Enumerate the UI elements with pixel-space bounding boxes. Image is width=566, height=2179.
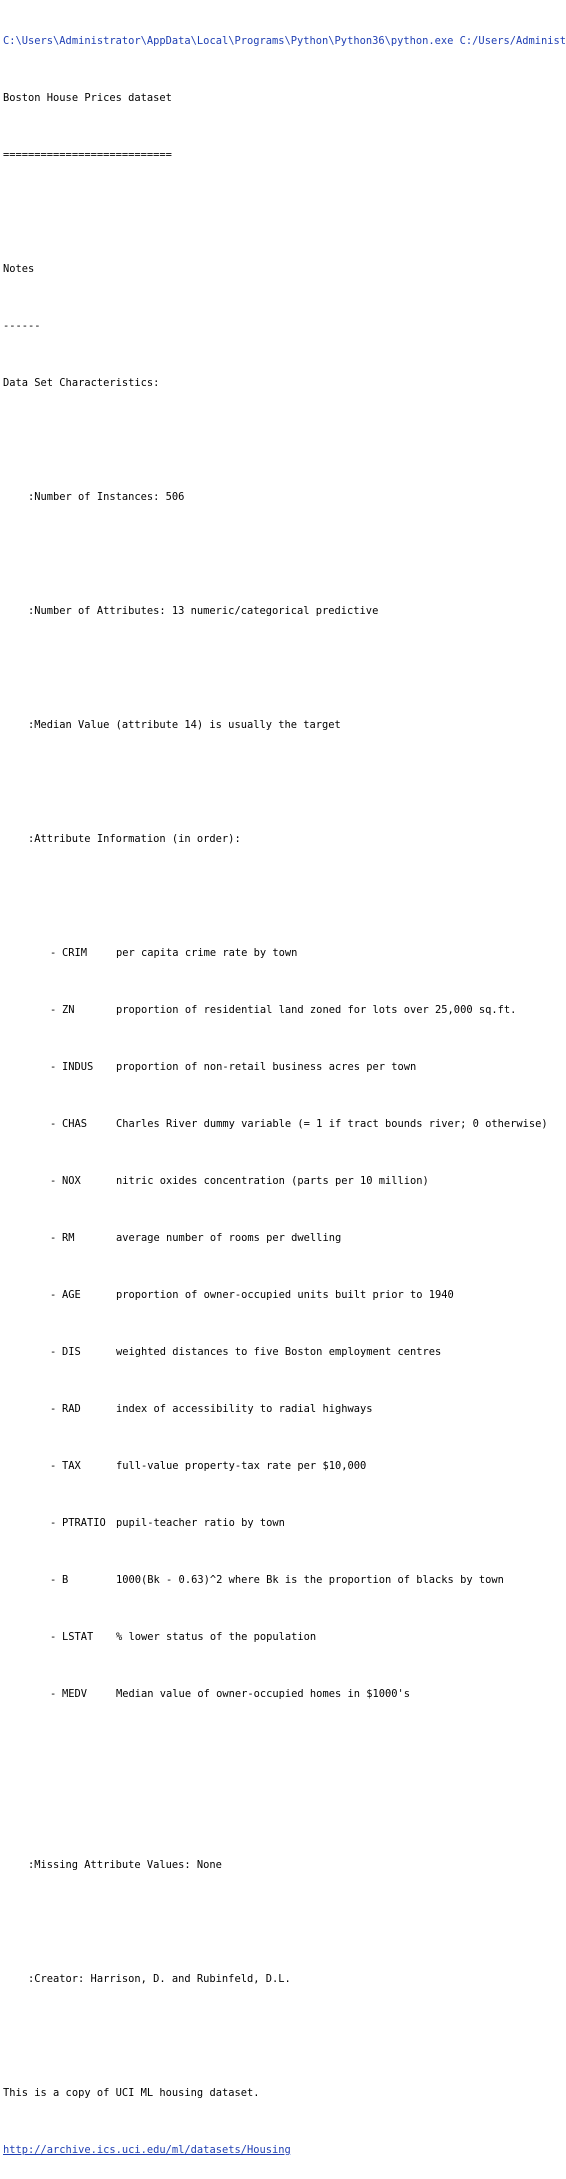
- attribute-description: average number of rooms per dwelling: [116, 1232, 342, 1244]
- attribute-description: weighted distances to five Boston employment centres: [116, 1346, 442, 1358]
- notes-heading: Notes: [3, 263, 35, 275]
- blank-line: [3, 431, 540, 450]
- list-dash: -: [50, 1061, 57, 1073]
- attribute-description: Charles River dummy variable (= 1 if tract bounds river; 0 otherwise): [116, 1118, 548, 1130]
- attribute-row: [3, 1457, 540, 1476]
- attribute-description: index of accessibility to radial highways: [116, 1403, 373, 1415]
- attribute-name: CRIM: [62, 947, 88, 959]
- list-dash: -: [50, 1232, 57, 1244]
- attribute-name: MEDV: [62, 1688, 88, 1700]
- attribute-description: proportion of residential land zoned for lots over 25,000 sq.ft.: [116, 1004, 517, 1016]
- attribute-row: [3, 1115, 548, 1134]
- blank-line: [3, 203, 540, 222]
- list-dash: -: [50, 1175, 57, 1187]
- list-dash: -: [50, 1574, 57, 1586]
- characteristics-heading: Data Set Characteristics:: [3, 377, 160, 389]
- list-dash: -: [50, 1460, 57, 1472]
- attribute-name: RM: [62, 1232, 75, 1244]
- attribute-name: TAX: [62, 1460, 81, 1472]
- blank-line: [3, 1913, 540, 1932]
- list-dash: -: [50, 1346, 57, 1358]
- attribute-description: 1000(Bk - 0.63)^2 where Bk is the proportion of blacks by town: [116, 1574, 504, 1586]
- attribute-description: proportion of owner-occupied units built prior to 1940: [116, 1289, 454, 1301]
- dataset-title: Boston House Prices dataset: [3, 92, 172, 104]
- creator-line: :Creator: Harrison, D. and Rubinfeld, D.L.: [28, 1973, 291, 1985]
- attribute-description: full-value property-tax rate per $10,000: [116, 1460, 367, 1472]
- instances-line: :Number of Instances: 506: [28, 491, 185, 503]
- list-dash: -: [50, 1517, 57, 1529]
- missing-values-line: :Missing Attribute Values: None: [28, 1859, 222, 1871]
- attribute-row: [3, 1343, 540, 1362]
- attribute-name: PTRATIO: [62, 1517, 106, 1529]
- attribute-description: nitric oxides concentration (parts per 10 million): [116, 1175, 429, 1187]
- attribute-name: ZN: [62, 1004, 75, 1016]
- attribute-info-heading: :Attribute Information (in order):: [28, 833, 241, 845]
- notes-underline: ------: [3, 320, 41, 332]
- attribute-row: [3, 1229, 540, 1248]
- attribute-name: NOX: [62, 1175, 81, 1187]
- attribute-name: B: [62, 1574, 69, 1586]
- attribute-name: RAD: [62, 1403, 81, 1415]
- blank-line: [3, 1799, 540, 1818]
- median-line: :Median Value (attribute 14) is usually the target: [28, 719, 341, 731]
- blank-line: [3, 545, 540, 564]
- attribute-list: [3, 906, 548, 1742]
- attribute-row: [3, 1571, 540, 1590]
- attribute-description: pupil-teacher ratio by town: [116, 1517, 285, 1529]
- title-underline: ===========================: [3, 149, 172, 161]
- attribute-name: CHAS: [62, 1118, 88, 1130]
- blank-line: [3, 659, 540, 678]
- attribute-row: [3, 1514, 540, 1533]
- attribute-description: proportion of non-retail business acres per town: [116, 1061, 417, 1073]
- attribute-row: [3, 1628, 540, 1647]
- list-dash: -: [50, 1688, 57, 1700]
- attribute-description: Median value of owner-occupied homes in $1000's: [116, 1688, 411, 1700]
- attributes-line: :Number of Attributes: 13 numeric/categorical predictive: [28, 605, 379, 617]
- attribute-description: % lower status of the population: [116, 1631, 317, 1643]
- attribute-row: [3, 1685, 540, 1704]
- list-dash: -: [50, 947, 57, 959]
- attribute-name: AGE: [62, 1289, 81, 1301]
- attribute-description: per capita crime rate by town: [116, 947, 298, 959]
- attribute-name: DIS: [62, 1346, 81, 1358]
- command-line: C:\Users\Administrator\AppData\Local\Programs\Python\Python36\python.exe C:/Users/Administ: [3, 35, 566, 47]
- list-dash: -: [50, 1403, 57, 1415]
- attribute-row: [3, 1001, 540, 1020]
- attribute-row: [3, 944, 540, 963]
- attribute-row: [3, 1058, 540, 1077]
- blank-line: [3, 773, 540, 792]
- list-dash: -: [50, 1118, 57, 1130]
- attribute-row: [3, 1172, 540, 1191]
- dataset-link[interactable]: http://archive.ics.uci.edu/ml/datasets/Housing: [3, 2144, 291, 2156]
- attribute-row: [3, 1400, 540, 1419]
- blank-line: [3, 2027, 540, 2046]
- list-dash: -: [50, 1289, 57, 1301]
- attribute-name: INDUS: [62, 1061, 94, 1073]
- copy-note: This is a copy of UCI ML housing dataset.: [3, 2087, 260, 2099]
- attribute-name: LSTAT: [62, 1631, 94, 1643]
- list-dash: -: [50, 1631, 57, 1643]
- list-dash: -: [50, 1004, 57, 1016]
- attribute-row: [3, 1286, 540, 1305]
